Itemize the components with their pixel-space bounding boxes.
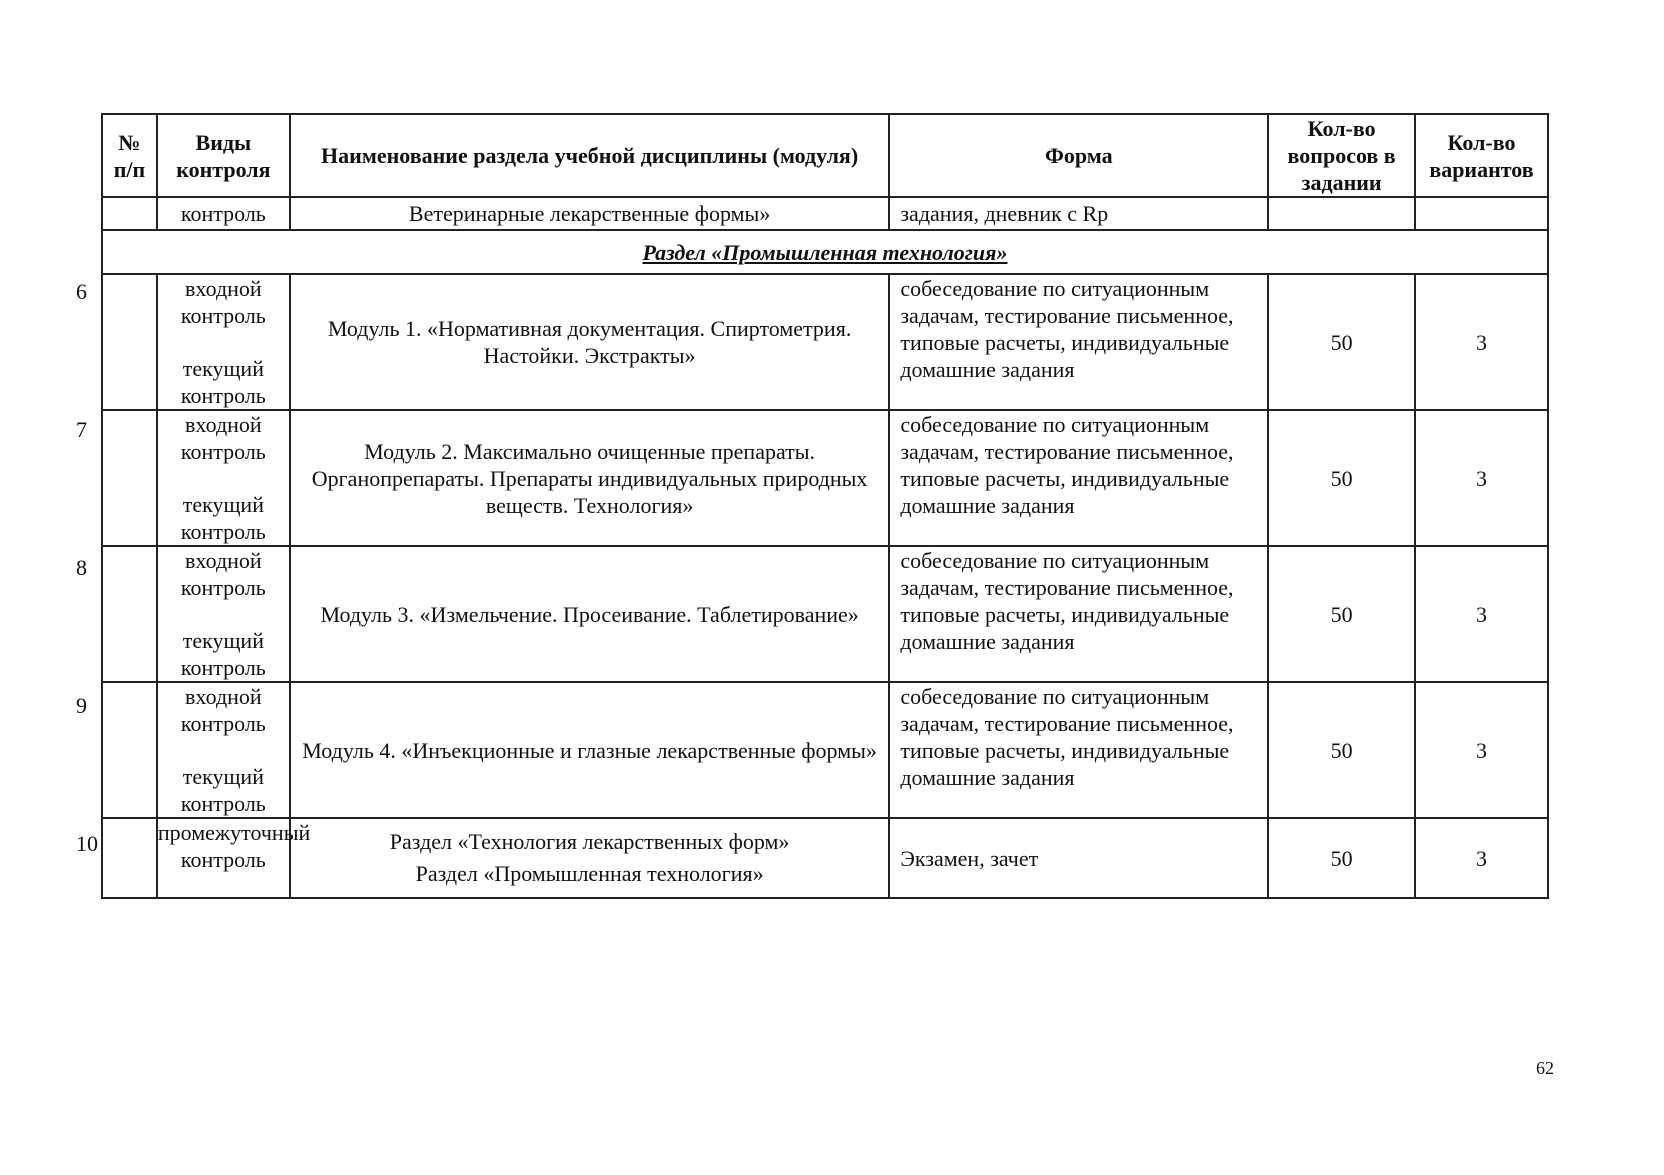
cell-questions: 50	[1268, 274, 1415, 410]
table-row	[102, 546, 1548, 682]
section-title: Раздел «Промышленная технология»	[102, 230, 1548, 274]
header-questions: Кол-во вопросов в задании	[1268, 114, 1415, 197]
page-number: 62	[1536, 1058, 1554, 1078]
header-name: Наименование раздела учебной дисциплины (модуля)	[290, 114, 890, 197]
cell-variants: 3	[1415, 410, 1548, 546]
cell-num	[102, 818, 157, 898]
cell-questions: 50	[1268, 818, 1415, 898]
cell-form: задания, дневник с Rp	[889, 197, 1268, 230]
cell-form: Экзамен, зачет	[889, 818, 1268, 898]
cell-variants: 3	[1415, 682, 1548, 818]
cell-num	[102, 546, 157, 682]
kind-top: входной контроль	[180, 276, 266, 328]
cell-name	[290, 818, 890, 898]
cell-kind	[157, 274, 290, 410]
cell-variants: 3	[1415, 818, 1548, 898]
cell-num	[102, 274, 157, 410]
cell-kind: контроль	[157, 197, 290, 230]
cell-form: собеседование по ситуационным задачам, тестирование письменное, типовые расчеты, индивидуальные домашние задания	[889, 410, 1268, 546]
cell-name: Модуль 1. «Нормативная документация. Спиртометрия. Настойки. Экстракты»	[290, 274, 890, 410]
kind-bottom: текущий контроль	[180, 492, 266, 544]
table-header-row	[102, 114, 1548, 197]
table-row-final	[102, 818, 1548, 898]
cell-form: собеседование по ситуационным задачам, тестирование письменное, типовые расчеты, индивидуальные домашние задания	[889, 274, 1268, 410]
cell-questions: 50	[1268, 682, 1415, 818]
final-name-line1: Раздел «Технология лекарственных форм»	[389, 829, 790, 854]
table-row	[102, 682, 1548, 818]
kind-top: входной контроль	[180, 548, 266, 600]
header-kind: Виды контроля	[157, 114, 290, 197]
header-variants: Кол-во вариантов	[1415, 114, 1548, 197]
table-row-continuation	[102, 197, 1548, 230]
row-number: 10	[76, 831, 98, 856]
kind-bottom: текущий контроль	[180, 764, 266, 816]
cell-num	[102, 410, 157, 546]
cell-variants	[1415, 197, 1548, 230]
cell-name: Модуль 4. «Инъекционные и глазные лекарственные формы»	[290, 682, 890, 818]
kind-top: входной контроль	[180, 412, 266, 464]
final-name-line2: Раздел «Промышленная технология»	[415, 861, 764, 886]
cell-variants: 3	[1415, 274, 1548, 410]
cell-questions: 50	[1268, 546, 1415, 682]
cell-questions: 50	[1268, 410, 1415, 546]
row-number: 6	[76, 279, 87, 304]
kind-bottom: текущий контроль	[180, 628, 266, 680]
kind-bottom: текущий контроль	[180, 356, 266, 408]
cell-num	[102, 197, 157, 230]
row-number: 7	[76, 417, 87, 442]
cell-kind	[157, 546, 290, 682]
cell-form: собеседование по ситуационным задачам, тестирование письменное, типовые расчеты, индивидуальные домашние задания	[889, 682, 1268, 818]
cell-name: Модуль 2. Максимально очищенные препараты. Органопрепараты. Препараты индивидуальных природных веществ. Технология»	[290, 410, 890, 546]
header-form: Форма	[889, 114, 1268, 197]
cell-name: Ветеринарные лекарственные формы»	[290, 197, 890, 230]
cell-name: Модуль 3. «Измельчение. Просеивание. Таблетирование»	[290, 546, 890, 682]
row-number: 8	[76, 555, 87, 580]
cell-form: собеседование по ситуационным задачам, тестирование письменное, типовые расчеты, индивидуальные домашние задания	[889, 546, 1268, 682]
section-row	[102, 230, 1548, 274]
header-num: № п/п	[102, 114, 157, 197]
row-number: 9	[76, 693, 87, 718]
cell-num	[102, 682, 157, 818]
cell-kind	[157, 682, 290, 818]
cell-variants: 3	[1415, 546, 1548, 682]
table-row	[102, 410, 1548, 546]
cell-kind	[157, 410, 290, 546]
cell-kind: промежуточный контроль	[157, 818, 290, 898]
kind-top: входной контроль	[180, 684, 266, 736]
control-forms-table	[101, 113, 1549, 899]
table-row	[102, 274, 1548, 410]
cell-questions	[1268, 197, 1415, 230]
